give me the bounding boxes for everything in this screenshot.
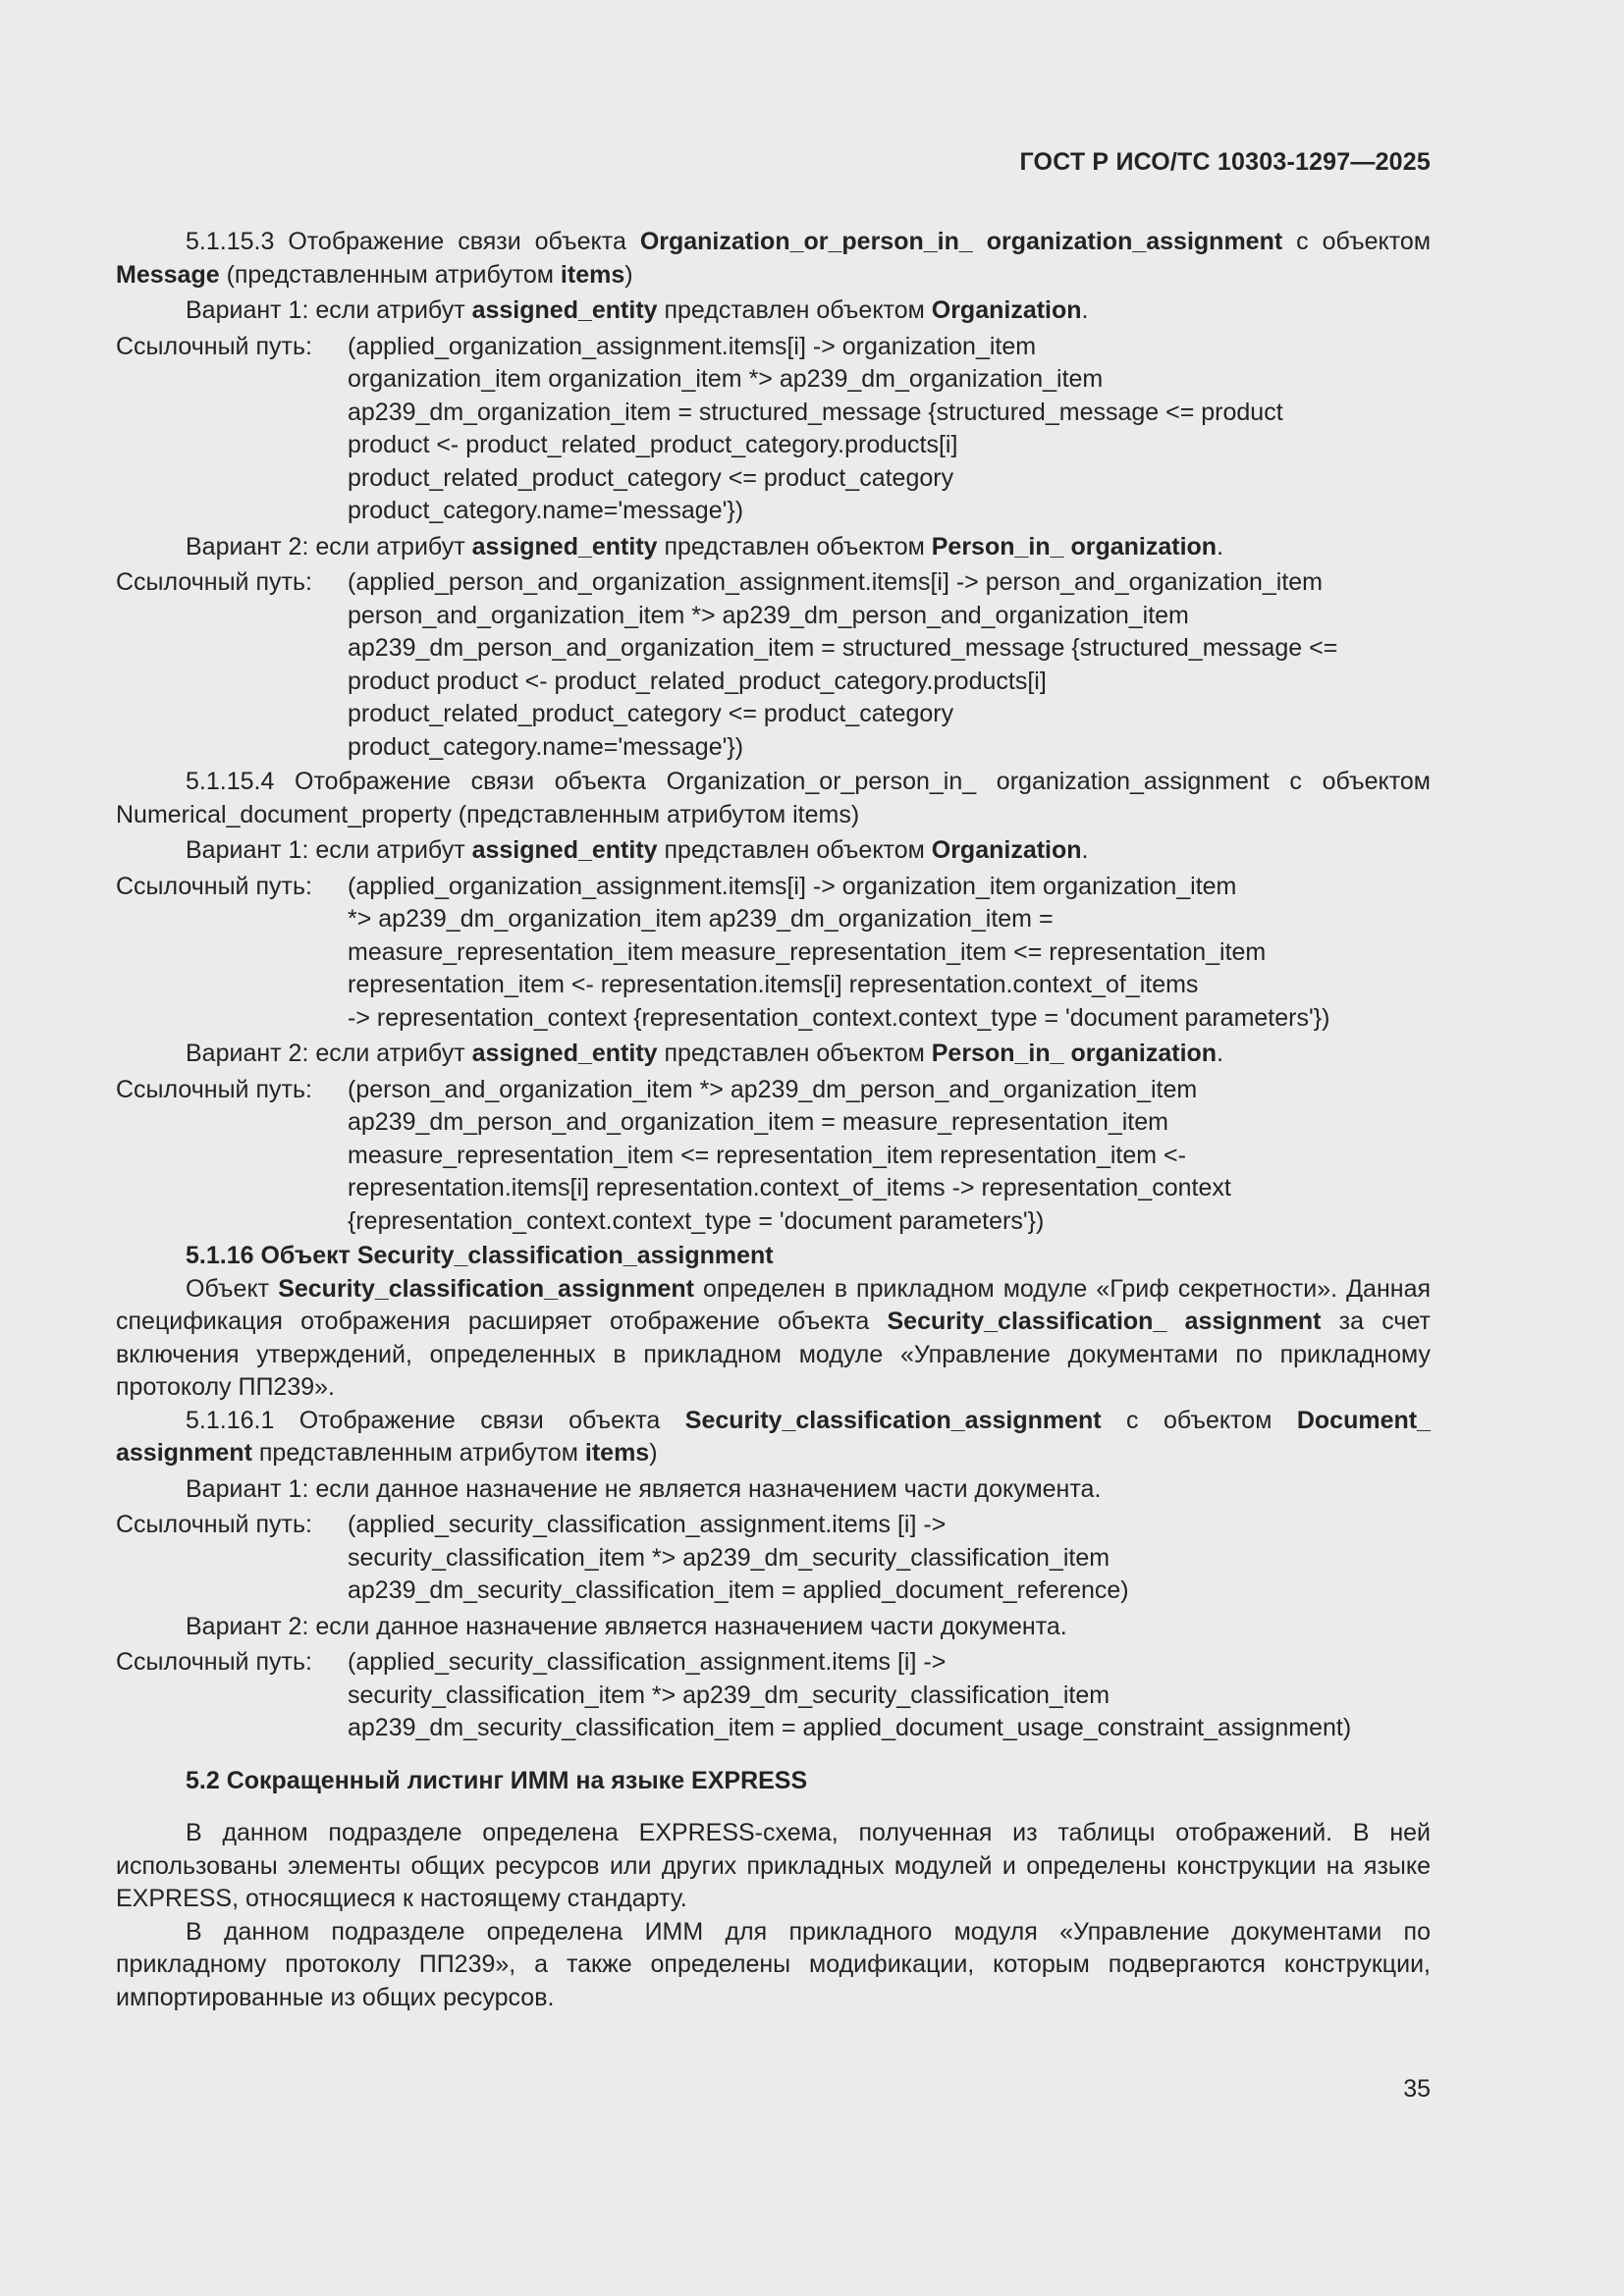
text-run: 5.1.15.4 Отображение связи объекта Organization_or_person_in_ organization_assignment с объектом Numerical_document_property (представленным атрибутом items) bbox=[116, 768, 1431, 828]
reference-path-label: Ссылочный путь: bbox=[116, 568, 312, 596]
bold-term: Person_in_ organization bbox=[931, 532, 1218, 561]
reference-path-line: measure_representation_item <= representation_item representation_item <- bbox=[348, 1141, 1186, 1169]
reference-path-label: Ссылочный путь: bbox=[116, 1511, 312, 1538]
text-run: представлен объектом bbox=[657, 1040, 932, 1067]
reference-path-line: ap239_dm_person_and_organization_item = structured_message {structured_message <= bbox=[348, 634, 1338, 662]
reference-path bbox=[116, 1074, 1431, 1239]
reference-path-line: product_related_product_category <= product_category bbox=[348, 463, 954, 492]
text-run: представлен объектом bbox=[657, 296, 932, 324]
text-run: с объектом bbox=[1282, 228, 1432, 255]
text-run: 5.1.16.1 Отображение связи объекта bbox=[186, 1406, 685, 1434]
text-run: . bbox=[1081, 836, 1089, 864]
reference-path-line: product <- product_related_product_category.products[i] bbox=[348, 431, 958, 458]
reference-path-line: product_category.name='message'}) bbox=[348, 732, 744, 761]
section-heading: 5.1.16 Объект Security_classification_assignment bbox=[186, 1242, 774, 1269]
text-run: с объектом bbox=[1101, 1406, 1297, 1434]
reference-path-line: {representation_context.context_type = 'document parameters'}) bbox=[348, 1206, 1045, 1235]
reference-path-lines bbox=[348, 1509, 1431, 1608]
text-run: 5.1.15.3 Отображение связи объекта bbox=[186, 228, 640, 255]
text-run: Вариант 1: если данное назначение не является назначением части документа. bbox=[186, 1474, 1102, 1503]
paragraph bbox=[116, 766, 1431, 831]
paragraph bbox=[116, 226, 1431, 292]
text-run: . bbox=[1217, 1040, 1224, 1067]
reference-path-label: Ссылочный путь: bbox=[116, 1075, 312, 1103]
reference-path-line: person_and_organization_item *> ap239_dm_person_and_organization_item bbox=[348, 601, 1189, 629]
reference-path-line: product_related_product_category <= product_category bbox=[348, 700, 954, 727]
text-run: Объект bbox=[186, 1274, 279, 1303]
reference-path bbox=[116, 1646, 1431, 1745]
reference-path-line: security_classification_item *> ap239_dm_security_classification_item bbox=[348, 1681, 1110, 1709]
bold-term: items bbox=[584, 1439, 650, 1467]
variant-line bbox=[116, 294, 1431, 328]
reference-path-line: (applied_organization_assignment.items[i] -> organization_item bbox=[348, 332, 1037, 360]
variant-line bbox=[116, 531, 1431, 564]
text-run: (представленным атрибутом bbox=[219, 260, 561, 289]
reference-path-label: Ссылочный путь: bbox=[116, 872, 312, 900]
bold-term: Message bbox=[116, 260, 220, 289]
reference-path-line: representation.items[i] representation.context_of_items -> representation_context bbox=[348, 1174, 1231, 1201]
reference-path-line: ap239_dm_organization_item = structured_message {structured_message <= product bbox=[348, 398, 1283, 426]
reference-path-line: ap239_dm_security_classification_item = applied_document_reference) bbox=[348, 1576, 1129, 1604]
reference-path-lines bbox=[348, 871, 1431, 1036]
reference-path bbox=[116, 1509, 1431, 1608]
text-run: Вариант 1: если атрибут bbox=[186, 836, 472, 864]
text-run: ) bbox=[624, 260, 633, 289]
text-run: В данном подразделе определена ИММ для прикладного модуля «Управление документами по прикладному протоколу ПП239», а также определены модификации, которым подвергаются конструкции, импортированные из общих ресурсов. bbox=[116, 1917, 1431, 2011]
bold-term: assigned_entity bbox=[471, 296, 658, 324]
bold-term: Organization bbox=[931, 836, 1082, 864]
variant-line bbox=[116, 1473, 1431, 1507]
bold-term: Organization_or_person_in_ organization_assignment bbox=[639, 228, 1283, 255]
reference-path-line: ap239_dm_person_and_organization_item = measure_representation_item bbox=[348, 1108, 1168, 1136]
reference-path-label: Ссылочный путь: bbox=[116, 332, 312, 360]
paragraph bbox=[116, 1817, 1431, 1916]
reference-path-lines bbox=[348, 1646, 1431, 1745]
reference-path-line: representation_item <- representation.items[i] representation.context_of_items bbox=[348, 971, 1199, 998]
reference-path-line: (applied_security_classification_assignment.items [i] -> bbox=[348, 1511, 947, 1538]
reference-path-line: *> ap239_dm_organization_item ap239_dm_organization_item = bbox=[348, 905, 1054, 933]
reference-path bbox=[116, 331, 1431, 528]
variant-line bbox=[116, 1611, 1431, 1644]
bold-term: assigned_entity bbox=[471, 836, 658, 864]
reference-path-label: Ссылочный путь: bbox=[116, 1648, 312, 1676]
reference-path-line: organization_item organization_item *> ap239_dm_organization_item bbox=[348, 365, 1104, 393]
text-run: представлен объектом bbox=[657, 532, 932, 561]
reference-path-line: -> representation_context {representation_context.context_type = 'document parameters'}) bbox=[348, 1003, 1330, 1032]
bold-term: items bbox=[560, 260, 625, 289]
bold-term: Organization bbox=[931, 296, 1082, 324]
reference-path-line: security_classification_item *> ap239_dm_security_classification_item bbox=[348, 1543, 1110, 1572]
text-run: Вариант 2: если атрибут bbox=[186, 532, 472, 561]
reference-path-lines bbox=[348, 1074, 1431, 1239]
reference-path-line: (applied_person_and_organization_assignment.items[i] -> person_and_organization_item bbox=[348, 568, 1324, 596]
bold-term: Document_ assignment bbox=[116, 1406, 1431, 1467]
text-run: за счет включения утверждений, определенных в прикладном модуле «Управление документами по прикладному протоколу ПП239». bbox=[116, 1308, 1431, 1401]
reference-path-line: (applied_organization_assignment.items[i] -> organization_item organization_item bbox=[348, 872, 1237, 900]
reference-path-line: product product <- product_related_product_category.products[i] bbox=[348, 667, 1047, 695]
bold-term: Security_classification_assignment bbox=[684, 1406, 1102, 1434]
bold-term: Security_classification_ assignment bbox=[887, 1308, 1322, 1335]
bold-term: assigned_entity bbox=[471, 532, 658, 561]
bold-term: Security_classification_assignment bbox=[278, 1274, 694, 1303]
reference-path-line: (person_and_organization_item *> ap239_dm_person_and_organization_item bbox=[348, 1075, 1198, 1103]
text-run: В данном подразделе определена EXPRESS-схема, полученная из таблицы отображений. В ней использованы элементы общих ресурсов или других прикладных модулей и определены конструкции на языке EXPRESS, относящиеся к настоящему стандарту. bbox=[116, 1819, 1431, 1912]
variant-line bbox=[116, 1038, 1431, 1071]
variant-line bbox=[116, 834, 1431, 868]
paragraph bbox=[116, 1273, 1431, 1405]
page-header: ГОСТ Р ИСО/ТС 10303-1297—2025 bbox=[1019, 148, 1431, 176]
text-run: . bbox=[1217, 532, 1224, 561]
bold-term: Person_in_ organization bbox=[931, 1040, 1218, 1067]
reference-path bbox=[116, 871, 1431, 1036]
paragraph bbox=[116, 1916, 1431, 2015]
text-run: ) bbox=[649, 1439, 658, 1467]
reference-path-lines bbox=[348, 566, 1431, 764]
text-run: . bbox=[1081, 296, 1089, 324]
page-number: 35 bbox=[1403, 2075, 1431, 2103]
text-run: определен в прикладном модуле «Гриф секретности». Данная спецификация отображения расширяет отображение объекта bbox=[116, 1274, 1432, 1335]
reference-path-line: measure_representation_item measure_representation_item <= representation_item bbox=[348, 937, 1267, 966]
text-run: Вариант 2: если данное назначение является назначением части документа. bbox=[186, 1612, 1067, 1640]
text-run: Вариант 1: если атрибут bbox=[186, 296, 472, 324]
reference-path-line: ap239_dm_security_classification_item = applied_document_usage_constraint_assignment) bbox=[348, 1714, 1352, 1741]
page-content bbox=[116, 226, 1431, 2014]
text-run: Вариант 2: если атрибут bbox=[186, 1040, 472, 1067]
bold-term: assigned_entity bbox=[471, 1040, 658, 1067]
section-heading: 5.2 Сокращенный листинг ИММ на языке EXPRESS bbox=[186, 1766, 808, 1794]
reference-path-line: product_category.name='message'}) bbox=[348, 497, 744, 524]
reference-path-lines bbox=[348, 331, 1431, 528]
text-run: представлен объектом bbox=[657, 836, 932, 864]
paragraph bbox=[116, 1405, 1431, 1470]
reference-path bbox=[116, 566, 1431, 764]
reference-path-line: (applied_security_classification_assignment.items [i] -> bbox=[348, 1648, 947, 1676]
text-run: представленным атрибутом bbox=[251, 1439, 585, 1467]
